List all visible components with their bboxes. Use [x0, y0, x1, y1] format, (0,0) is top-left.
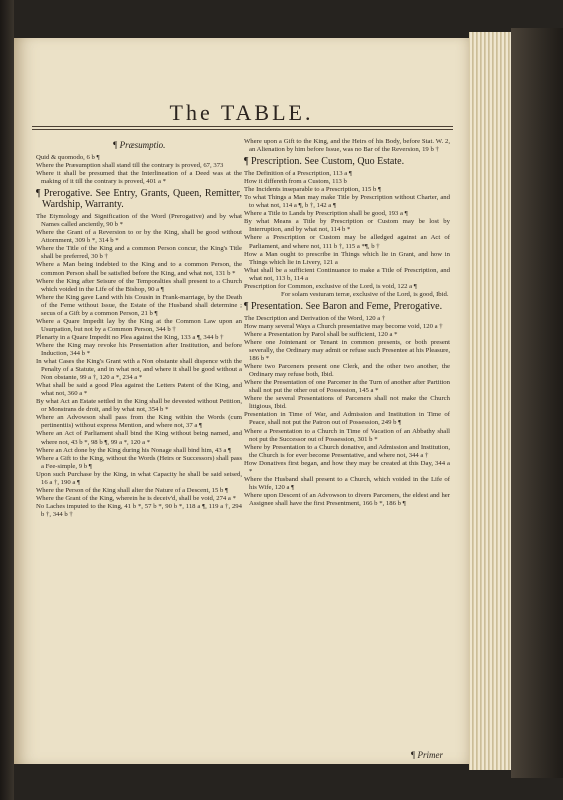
index-entry: The Description and Derivation of the Word, 120 a † [244, 314, 386, 322]
index-entry: Where the Person of the King shall alter the Nature of a Descent, 15 b ¶ [36, 486, 229, 494]
index-entry: Where the Title of the King and a common Person concur, the King's Title shall be preferred, 30 b † [36, 245, 242, 261]
index-heading: ¶ Prerogative. See Entry, Grants, Queen, Remitter, Wardship, Warranty. [36, 188, 242, 211]
index-entry: By what Means a Title by Prescription or Custom may be lost by Interruption, and by what not, 114 b * [244, 218, 450, 234]
index-entry: How Donatives first began, and how they may be created at this Day, 344 a * [244, 459, 450, 475]
index-entry: Where a Prescription or Custom may be alledged against an Act of Parliament, and where not, 111 b †, 115 a *¶, b † [244, 234, 450, 250]
index-entry: To what Things a Man may make Title by Prescription without Charter, and to what not, 114 a ¶, b †, 142 a ¶ [244, 194, 450, 210]
index-entry: Where an Act done by the King during his Nonage shall bind him, 43 a ¶ [36, 446, 232, 454]
index-entry: Upon such Purchase by the King, in what Capacity he shall be said seised, 16 a †, 190 a ¶ [36, 470, 242, 486]
index-heading: ¶ Præsumptio. [112, 140, 166, 150]
book-page [14, 38, 469, 764]
header-rule [32, 126, 453, 130]
book-spine [0, 0, 14, 800]
index-entry: Where a Presentation to a Church in Time of Vacation of an Abbathy shall not put the Successor out of Possession, 301 b * [244, 427, 450, 443]
index-entry: Where upon a Gift to the King, and the Heirs of his Body, before Stat. W. 2, an Alienation by him before Issue, was no Bar of the Reversion, 19 b † [244, 138, 450, 154]
index-entry: Where upon Descent of an Advowson to divers Parceners, the eldest and her Assignee shall have the first Presentment, 166 b *, 186 b ¶ [244, 491, 450, 507]
index-entry: Where the King may revoke his Presentation after Institution, and before Induction, 344 b * [36, 341, 242, 357]
index-entry: What shall be said a good Plea against the Letters Patent of the King, and what not, 360 a * [36, 382, 242, 398]
index-entry: Where the several Presentations of Parceners shall not make the Church litigious, Ibid. [244, 395, 450, 411]
page-shadow [511, 28, 563, 778]
index-entry: How a Man ought to prescribe in Things which lie in Grant, and how in Things which lie in Livery, 121 a [244, 250, 450, 266]
page-header-title: The TABLE. [169, 100, 314, 125]
index-entry: Where the Husband shall present to a Church, which voided in the Life of his Wife, 120 a ¶ [244, 475, 450, 491]
index-entry: Where the Præsumption shall stand till the contrary is proved, 67, 373 [36, 162, 224, 170]
index-entry: Where a Man being indebted to the King and to a common Person, the common Person shall be satisfied before the King, and what not, 131 b * [36, 261, 242, 277]
catchword: ¶ Primer [410, 750, 443, 760]
index-entry: Where a Title to Lands by Prescription shall be good, 193 a ¶ [244, 210, 408, 218]
index-entry: For solam vesturam terræ, exclusive of the Lord, is good, Ibid. [281, 290, 449, 298]
index-entry: The Etymology and Signification of the Word (Prerogative) and by what Names called anciently, 90 b * [36, 213, 242, 229]
index-entry: Presentation in Time of War, and Admission and Institution in Time of Peace, shall not put the Patron out of Possession, 249 b ¶ [244, 411, 450, 427]
left-column [36, 138, 242, 519]
index-entry: In what Cases the King's Grant with a Non obstante shall dispence with the Penalty of a Statute, and in what not, and where it shall be good without a Non obstante, 99 a †, 120 a *, 234 a * [36, 358, 242, 382]
index-entry: Where a Gift to the King, without the Words (Heirs or Successors) shall pass a Fee-simple, 9 b ¶ [36, 454, 242, 470]
index-entry: Quid & quomodo, 6 b ¶ [36, 154, 100, 161]
index-entry: Where the King after Seisure of the Temporalties shall present to a Church which voided in the Life of the Bishop, 90 a ¶ [36, 277, 242, 293]
index-entry: Where two Parceners present one Clerk, and the other two another, the Ordinary may refuse both, Ibid. [244, 363, 450, 379]
index-entry: Where a Quare Impedit lay by the King at the Common Law upon an Usurpation, but not by a Common Person, 344 b † [36, 317, 242, 333]
page-edges [469, 32, 511, 770]
index-heading: ¶ Presentation. See Baron and Feme, Prerogative. [244, 300, 443, 312]
index-entry: Where it shall be presumed that the Interlineation of a Deed was at the making of it till the contrary is proved, 401 a * [36, 170, 242, 186]
right-column [244, 138, 450, 508]
index-entry: Where by Presentation to a Church donative, and Admission and Institution, the Church is for ever become Presentative, and where not, 344 a † [244, 443, 450, 459]
index-entry: What shall be a sufficient Continuance to make a Title of Prescription, and what not, 113 b, 114 a [244, 266, 450, 282]
index-entry: How it differeth from a Custom, 113 b [244, 178, 347, 186]
index-entry: Where the Presentation of one Parcener in the Turn of another after Partition shall not put the other out of Possession, 145 a * [244, 379, 450, 395]
index-entry: Where an Advowson shall pass from the King within the Words (cum pertinentiis) without express Mention, and where not, 37 a ¶ [36, 414, 242, 430]
index-entry: Where the Grant of the King, wherein he is deceiv'd, shall be void, 274 a * [36, 494, 236, 502]
index-entry: Where the Grant of a Reversion to or by the King, shall be good without Attornment, 309 b *, 314 b * [36, 229, 242, 245]
index-entry: Prescription for Common, exclusive of the Lord, is void, 122 a ¶ [244, 282, 417, 290]
index-entry: The Incidents inseparable to a Prescription, 115 b ¶ [244, 186, 382, 194]
index-entry: Where an Act of Parliament shall bind the King without being named, and where not, 43 b *, 98 b ¶, 99 a *, 120 a * [36, 430, 242, 446]
index-entry: How many several Ways a Church presentative may become void, 120 a † [244, 322, 443, 330]
index-entry: Where the King gave Land with his Cousin in Frank-marriage, by the Death of the Feme without Issue, the Estate of the Husband shall determine ; secus of a Gift by a common Person, 21 b ¶ [36, 293, 242, 317]
index-entry: Where one Jointenant or Tenant in common presents, or both present severally, the Ordinary may admit or refuse such Presentee at his Pleasure, 186 b * [244, 338, 450, 363]
index-heading: ¶ Prescription. See Custom, Quo Estate. [244, 156, 405, 168]
index-entry: The Definition of a Prescription, 113 a ¶ [244, 170, 352, 178]
index-entry: Where a Presentation by Parol shall be sufficient, 120 a * [244, 330, 398, 338]
index-entry: No Laches imputed to the King, 41 b *, 57 b *, 90 b *, 118 a ¶, 119 a †, 294 b †, 344 b † [36, 502, 242, 518]
index-entry: Plenarty in a Quare Impedit no Plea against the King, 133 a ¶, 344 b † [36, 333, 224, 341]
index-entry: By what Act an Estate settled in the King shall be devested without Petition, or Monstrans de droit, and by what not, 354 b * [36, 398, 242, 414]
